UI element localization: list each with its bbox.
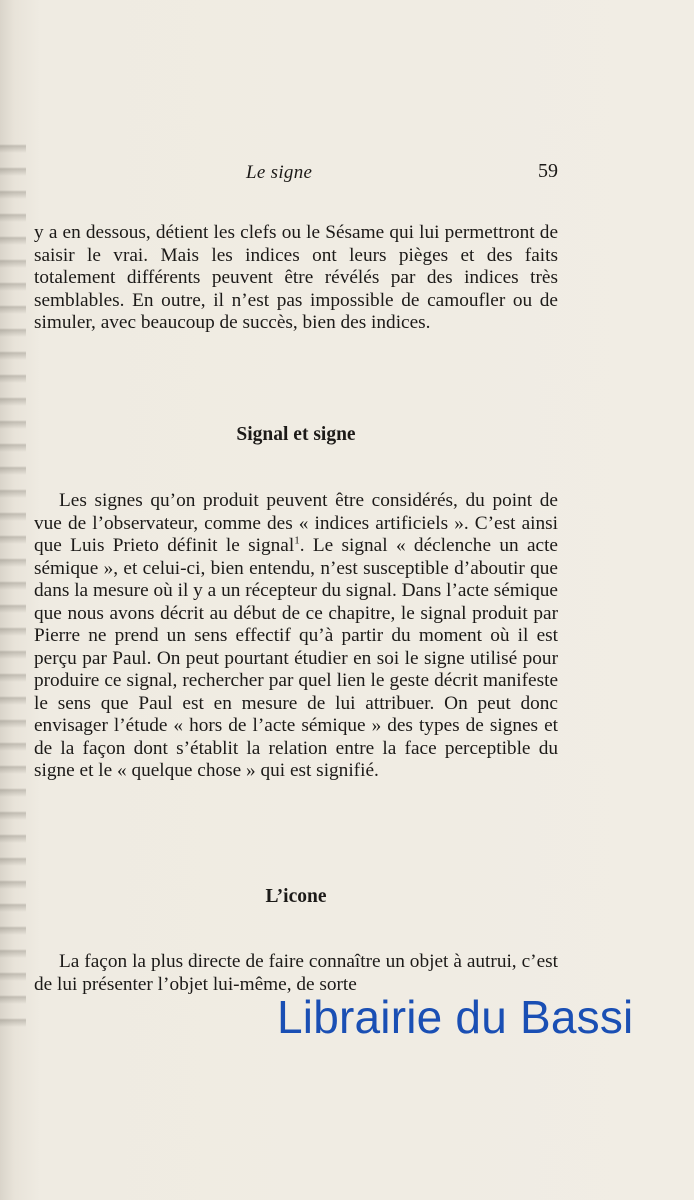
section-heading-signal-et-signe: Signal et signe — [236, 424, 356, 445]
footnote-marker: 1 — [294, 534, 300, 547]
paragraph-signal — [34, 490, 558, 783]
paragraph-continuation — [34, 222, 558, 335]
paragraph-1: y a en dessous, détient les clefs ou le Sésame qui lui permettront de saisir le vrai. Mais les indices ont leurs pièges et des faits totalement différents peuvent être révélés par des indices très semblables. En outre, il n’est pas impossible de camoufler ou de simuler, avec beaucoup de succès, bien des indices. — [34, 222, 558, 333]
paragraph-3: La façon la plus directe de faire connaître un objet à autrui, c’est de lui présenter l’objet lui-même, de sorte — [34, 951, 558, 995]
paragraph-2 — [34, 490, 558, 783]
paragraph-2-part-1: Les signes qu’on produit peuvent être considérés, du point de vue de l’observateur, comme des « indices artificiels ». C’est ainsi que Luis Prieto définit le signal — [34, 490, 558, 556]
page-header — [34, 162, 558, 192]
previous-page-edge — [0, 130, 26, 1030]
section-heading-icone: L’icone — [265, 886, 327, 907]
page-number: 59 — [538, 160, 558, 182]
running-title: Le signe — [246, 162, 313, 183]
bookseller-watermark: Librairie du Bassi — [277, 991, 634, 1043]
paragraph-2-part-2: . Le signal « déclenche un acte sémique », et celui-ci, bien entendu, n’est susceptible d’aboutir que dans la mesure où il y a un récepteur du signal. Dans l’acte sémique que nous avons décrit au début de ce chapitre, le signal produit par Pierre ne prend un sens effectif qu’à partir du moment où il est perçu par Paul. On peut pourtant étudier en soi le signe utilisé pour produire ce signal, rechercher par quel lien le geste décrit manifeste le sens que Paul est en mesure de lui attribuer. On peut donc envisager l’étude « hors de l’acte sémique » des types de signes et de la façon dont s’établit la relation entre la face perceptible du signe et le « quelque chose » qui est signifié. — [34, 535, 558, 781]
